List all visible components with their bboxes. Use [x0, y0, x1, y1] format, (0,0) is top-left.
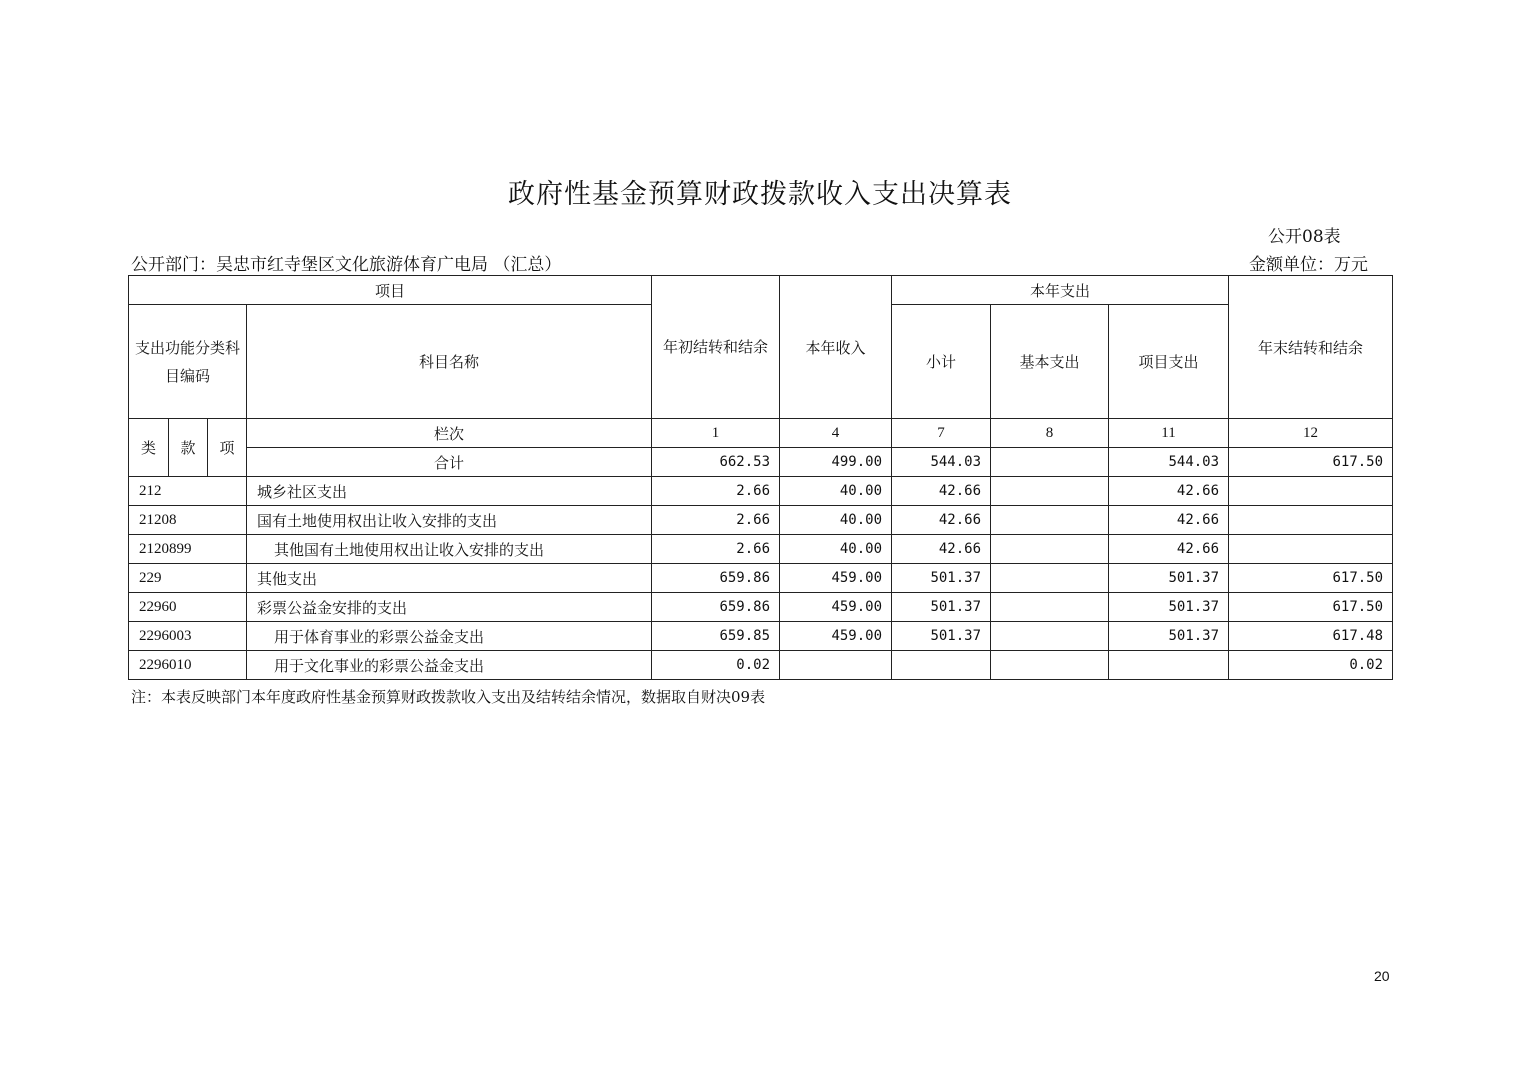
row-basic — [991, 593, 1109, 622]
total-subtotal: 544.03 — [892, 448, 991, 477]
row-basic — [991, 506, 1109, 535]
header-subtotal: 小计 — [892, 305, 991, 419]
header-xiang: 项 — [208, 419, 247, 477]
table-row — [129, 535, 1393, 564]
row-subtotal: 42.66 — [892, 535, 991, 564]
row-name: 用于体育事业的彩票公益金支出 — [247, 622, 652, 651]
row-opening: 2.66 — [652, 506, 780, 535]
row-opening: 2.66 — [652, 535, 780, 564]
row-closing: 617.48 — [1229, 622, 1393, 651]
row-code: 2296003 — [129, 622, 247, 651]
header-subject-name: 科目名称 — [247, 305, 652, 419]
table-row — [129, 622, 1393, 651]
col-number-project: 11 — [1109, 419, 1229, 448]
row-name: 用于文化事业的彩票公益金支出 — [247, 651, 652, 680]
total-label: 合计 — [247, 448, 652, 477]
col-number-basic: 8 — [991, 419, 1109, 448]
amount-unit-label: 金额单位：万元 — [1249, 255, 1368, 275]
row-code: 2296010 — [129, 651, 247, 680]
header-opening: 年初结转和结余 — [652, 276, 780, 419]
header-code-group: 支出功能分类科目编码 — [129, 305, 247, 419]
row-name: 其他支出 — [247, 564, 652, 593]
page-title: 政府性基金预算财政拨款收入支出决算表 — [508, 179, 1012, 210]
table-row — [129, 651, 1393, 680]
row-income: 459.00 — [780, 593, 892, 622]
row-project: 42.66 — [1109, 535, 1229, 564]
row-name: 彩票公益金安排的支出 — [247, 593, 652, 622]
row-subtotal: 501.37 — [892, 593, 991, 622]
row-project: 501.37 — [1109, 564, 1229, 593]
row-opening: 659.86 — [652, 593, 780, 622]
total-row — [129, 448, 1393, 477]
row-opening: 0.02 — [652, 651, 780, 680]
row-code: 21208 — [129, 506, 247, 535]
header-closing: 年末结转和结余 — [1229, 276, 1393, 419]
row-code: 22960 — [129, 593, 247, 622]
row-closing: 617.50 — [1229, 593, 1393, 622]
row-income: 40.00 — [780, 477, 892, 506]
row-closing — [1229, 477, 1393, 506]
table-row — [129, 564, 1393, 593]
row-income — [780, 651, 892, 680]
row-opening: 659.85 — [652, 622, 780, 651]
header-lei: 类 — [129, 419, 169, 477]
col-number-closing: 12 — [1229, 419, 1393, 448]
table-row — [129, 593, 1393, 622]
row-project: 42.66 — [1109, 506, 1229, 535]
row-income: 459.00 — [780, 622, 892, 651]
row-basic — [991, 622, 1109, 651]
row-name: 城乡社区支出 — [247, 477, 652, 506]
col-number-income: 4 — [780, 419, 892, 448]
row-subtotal — [892, 651, 991, 680]
header-expense-group: 本年支出 — [892, 276, 1229, 305]
header-project: 项目支出 — [1109, 305, 1229, 419]
budget-table — [128, 275, 1393, 680]
row-code: 2120899 — [129, 535, 247, 564]
row-basic — [991, 564, 1109, 593]
col-number-subtotal: 7 — [892, 419, 991, 448]
total-opening: 662.53 — [652, 448, 780, 477]
header-xiangmu: 项目 — [129, 276, 652, 305]
total-income: 499.00 — [780, 448, 892, 477]
row-income: 40.00 — [780, 506, 892, 535]
total-closing: 617.50 — [1229, 448, 1393, 477]
row-opening: 659.86 — [652, 564, 780, 593]
row-code: 229 — [129, 564, 247, 593]
row-opening: 2.66 — [652, 477, 780, 506]
row-project: 42.66 — [1109, 477, 1229, 506]
footnote: 注：本表反映部门本年度政府性基金预算财政拨款收入支出及结转结余情况，数据取自财决09表 — [131, 688, 766, 706]
row-subtotal: 42.66 — [892, 506, 991, 535]
row-name: 国有土地使用权出让收入安排的支出 — [247, 506, 652, 535]
total-project: 544.03 — [1109, 448, 1229, 477]
row-closing — [1229, 506, 1393, 535]
department-label: 公开部门：吴忠市红寺堡区文化旅游体育广电局 （汇总） — [131, 255, 562, 275]
row-subtotal: 501.37 — [892, 622, 991, 651]
header-kuan: 款 — [169, 419, 208, 477]
row-name: 其他国有土地使用权出让收入安排的支出 — [247, 535, 652, 564]
row-subtotal: 501.37 — [892, 564, 991, 593]
row-basic — [991, 535, 1109, 564]
row-closing: 0.02 — [1229, 651, 1393, 680]
row-code: 212 — [129, 477, 247, 506]
header-income: 本年收入 — [780, 276, 892, 419]
total-basic — [991, 448, 1109, 477]
row-subtotal: 42.66 — [892, 477, 991, 506]
row-closing — [1229, 535, 1393, 564]
row-project: 501.37 — [1109, 622, 1229, 651]
col-number-opening: 1 — [652, 419, 780, 448]
header-basic: 基本支出 — [991, 305, 1109, 419]
table-number: 公开08表 — [1268, 227, 1341, 247]
row-basic — [991, 651, 1109, 680]
row-project — [1109, 651, 1229, 680]
row-basic — [991, 477, 1109, 506]
header-lanci: 栏次 — [247, 419, 652, 448]
row-closing: 617.50 — [1229, 564, 1393, 593]
row-income: 40.00 — [780, 535, 892, 564]
page-number: 20 — [1374, 968, 1390, 984]
table-row — [129, 506, 1393, 535]
row-project: 501.37 — [1109, 593, 1229, 622]
row-income: 459.00 — [780, 564, 892, 593]
table-row — [129, 477, 1393, 506]
